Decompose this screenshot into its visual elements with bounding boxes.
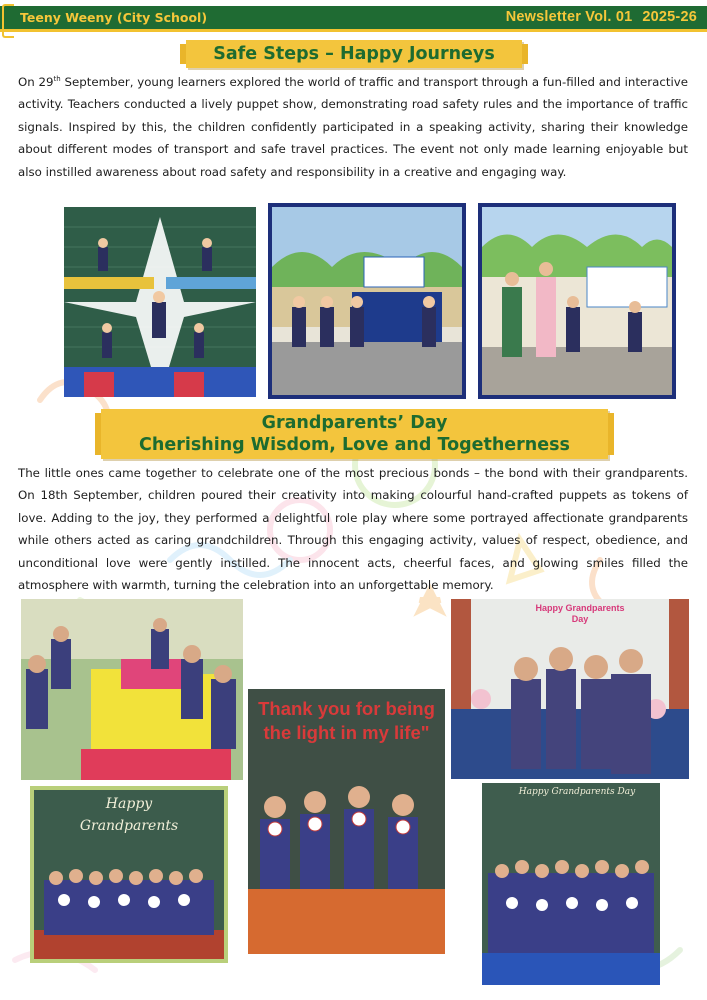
newsletter-header	[0, 6, 707, 32]
academic-year: 2025-26	[642, 9, 697, 25]
thank-you-note-text: Thank you for being the light in my life"	[258, 698, 435, 743]
photo-traffic-collage	[64, 207, 256, 397]
para-date: On 29	[18, 75, 54, 89]
photo-classroom-craft	[21, 599, 243, 780]
board-grandparents-text: Grandparents	[79, 818, 179, 834]
newsletter-label: Newsletter Vol. 01	[505, 9, 633, 25]
grandparents-paragraph: The little ones came together to celebrate one of the most precious bonds – the bond with their grandparents. On 18th September, children poured their creativity into making colourful hand-crafted puppets as tokens of love. Adding to the joy, they performed a delightful role play where some portrayed affectionate grandparents while others acted as caring grandchildren. Through this engaging activity, values of respect, obedience, and unconditional love were gently instilled. The innocent acts, cheerful faces, and glowing smiles filled the atmosphere with warmth, turning the celebration into an unforgettable memory.	[18, 466, 688, 593]
para-date-suffix: th	[53, 75, 61, 84]
grandparents-title-line1: Grandparents’ Day	[261, 413, 448, 433]
grandparents-title-line2: Cherishing Wisdom, Love and Togetherness	[139, 435, 570, 455]
school-name: Teeny Weeny (City School)	[20, 10, 208, 25]
photo-grandparents-chalkboard	[30, 786, 228, 963]
header-bracket-decoration	[2, 4, 14, 38]
safe-steps-paragraph	[18, 71, 688, 183]
section-title-safe-steps: Safe Steps – Happy Journeys	[186, 40, 522, 68]
para-body: September, young learners explored the world of traffic and transport through a fun-filled and interactive activity. Teachers conducted a lively puppet show, demonstrating road safety rules and the importance of traffic signals. Inspired by this, the children confidently participated in a speaking activity, sharing their knowledge about different modes of transport and safe travel practices. The event not only made learning enjoyable but also instilled awareness about road safety and responsibility in a creative and engaging way.	[18, 75, 688, 179]
board-grandparents-day-title: Happy Grandparents Day	[518, 787, 636, 797]
newsletter-volume	[506, 9, 697, 25]
photo-puppet-show	[268, 203, 466, 399]
happy-grandparents-day-sign: Happy Grandparents Day	[535, 603, 625, 624]
photo-happy-grandparents-day	[451, 599, 689, 779]
board-happy-text: Happy	[105, 796, 153, 812]
photo-teachers-road-safety	[478, 203, 676, 399]
photo-thank-you-board	[248, 689, 445, 954]
photo-grandparents-day-group	[482, 783, 660, 985]
section-title-grandparents-day	[101, 409, 608, 459]
